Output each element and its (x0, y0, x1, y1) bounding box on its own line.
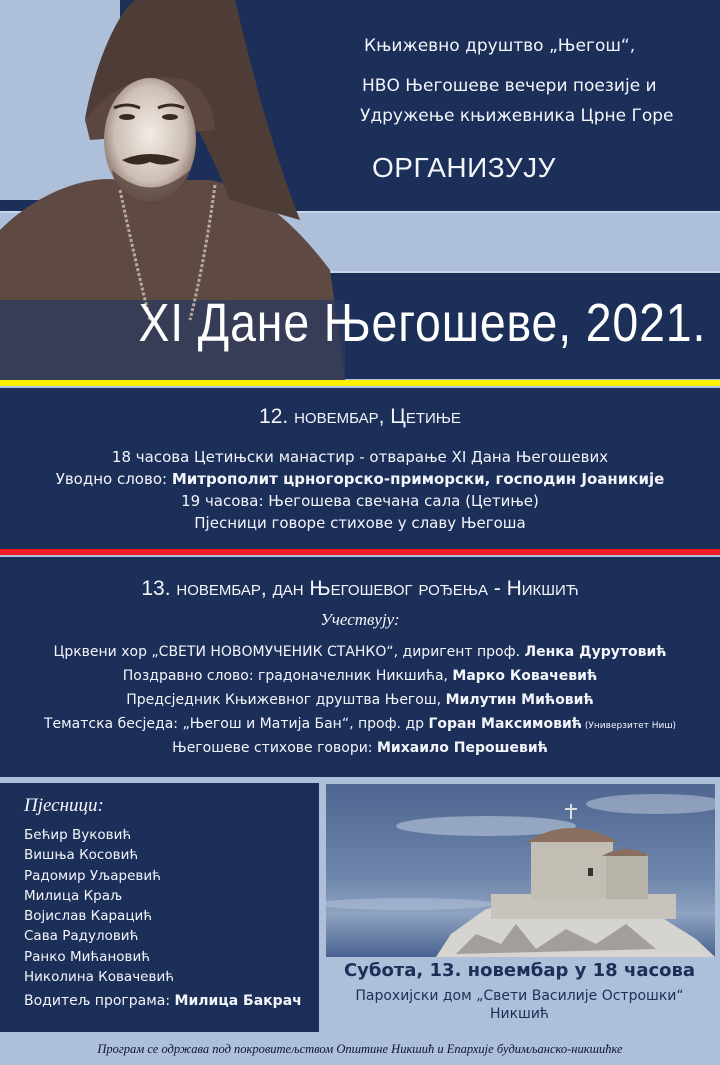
sponsorship-footer: Програм се одржава под покровитељством Општине Никшић и Епархије будимљанско-никшићке (97, 1042, 623, 1056)
line-bold: Митрополит црногорско-приморски, господин Јоаникије (171, 470, 665, 488)
organize-label: ОРГАНИЗУЈУ (372, 152, 556, 183)
poet-name: Николина Ковачевић (24, 969, 175, 986)
line-text: Његошеве стихове говори: (172, 740, 377, 756)
event-city: Никшић (489, 1006, 550, 1022)
day2-heading (0, 577, 720, 601)
event-date: Субота, 13. новембар у 18 часова (343, 960, 696, 981)
program-line (0, 665, 720, 689)
program-line (0, 641, 720, 665)
line-text: Предсједник Књижевног друштва Његош, (126, 692, 446, 708)
day1-heading (0, 405, 720, 429)
poet-name: Бећир Вуковић (24, 827, 132, 843)
poet-name: Сава Радуловић (24, 928, 139, 945)
line-note: (Универзитет Ниш) (582, 721, 677, 731)
line-bold: Михаило Перошевић (376, 740, 548, 756)
poet-name: Војислав Карацић (24, 908, 153, 925)
program-line (0, 490, 720, 512)
poet-name: Милица Краљ (24, 887, 123, 904)
day2-heading-text: новембар, дан Његошевог рођења - Никшић (176, 577, 579, 600)
line-bold: Милутин Мићовић (445, 692, 594, 708)
poet-name: Ранко Мићановић (24, 948, 151, 965)
yellow-divider (0, 380, 720, 386)
line-bold: Марко Ковачевић (452, 668, 598, 684)
poet-name: Радомир Уљаревић (24, 867, 161, 884)
day1-heading-number: 12. (259, 405, 289, 428)
line-text: Тематска бесједа: „Његош и Матија Бан“, проф. др (43, 716, 429, 732)
event-venue: Парохијски дом „Свети Василије Острошки“ (355, 988, 684, 1004)
line-text: 19 часова: Његошева свечана сала (Цетиње) (181, 492, 539, 510)
line-text: Црквени хор „СВЕТИ НОВОМУЧЕНИК СТАНКО“, диригент проф. (53, 644, 525, 660)
line-bold: Ленка Дурутовић (524, 644, 667, 660)
host-name: Милица Бакрач (174, 993, 302, 1009)
organizer-line: Удружење књижевника Црне Горе (360, 106, 674, 126)
poets-list (24, 825, 174, 987)
participants-label: Учествују: (320, 610, 400, 629)
main-title: XI Дане Његошеве, 2021. (138, 293, 707, 353)
organizer-line: Књижевно друштво „Његош“, (364, 36, 636, 56)
line-bold: Горан Максимовић (428, 716, 583, 732)
line-text: Пјесници говоре стихове у славу Његоша (194, 514, 526, 532)
red-divider (0, 549, 720, 555)
program-line (0, 737, 720, 761)
line-text: 18 часова Цетињски манастир - отварање XI Дана Његошевих (111, 448, 609, 466)
program-host (24, 993, 302, 1009)
program-line (0, 446, 720, 468)
day1-program (0, 446, 720, 534)
host-label: Водитељ програма: (24, 993, 175, 1009)
program-line (0, 468, 720, 490)
day2-program (0, 641, 720, 761)
program-line (0, 713, 720, 737)
program-line (0, 512, 720, 534)
line-text: Уводно слово: (55, 470, 172, 488)
chapel-photo (326, 784, 715, 957)
program-line (0, 689, 720, 713)
poets-title: Пјесници: (24, 795, 104, 816)
day1-heading-text: новембар, Цетиње (294, 405, 461, 428)
day2-heading-number: 13. (141, 577, 171, 600)
line-text: Поздравно слово: градоначелник Никшића, (122, 668, 453, 684)
organizer-line: НВО Његошеве вечери поезије и (362, 76, 657, 96)
poet-name: Вишња Косовић (24, 847, 139, 864)
